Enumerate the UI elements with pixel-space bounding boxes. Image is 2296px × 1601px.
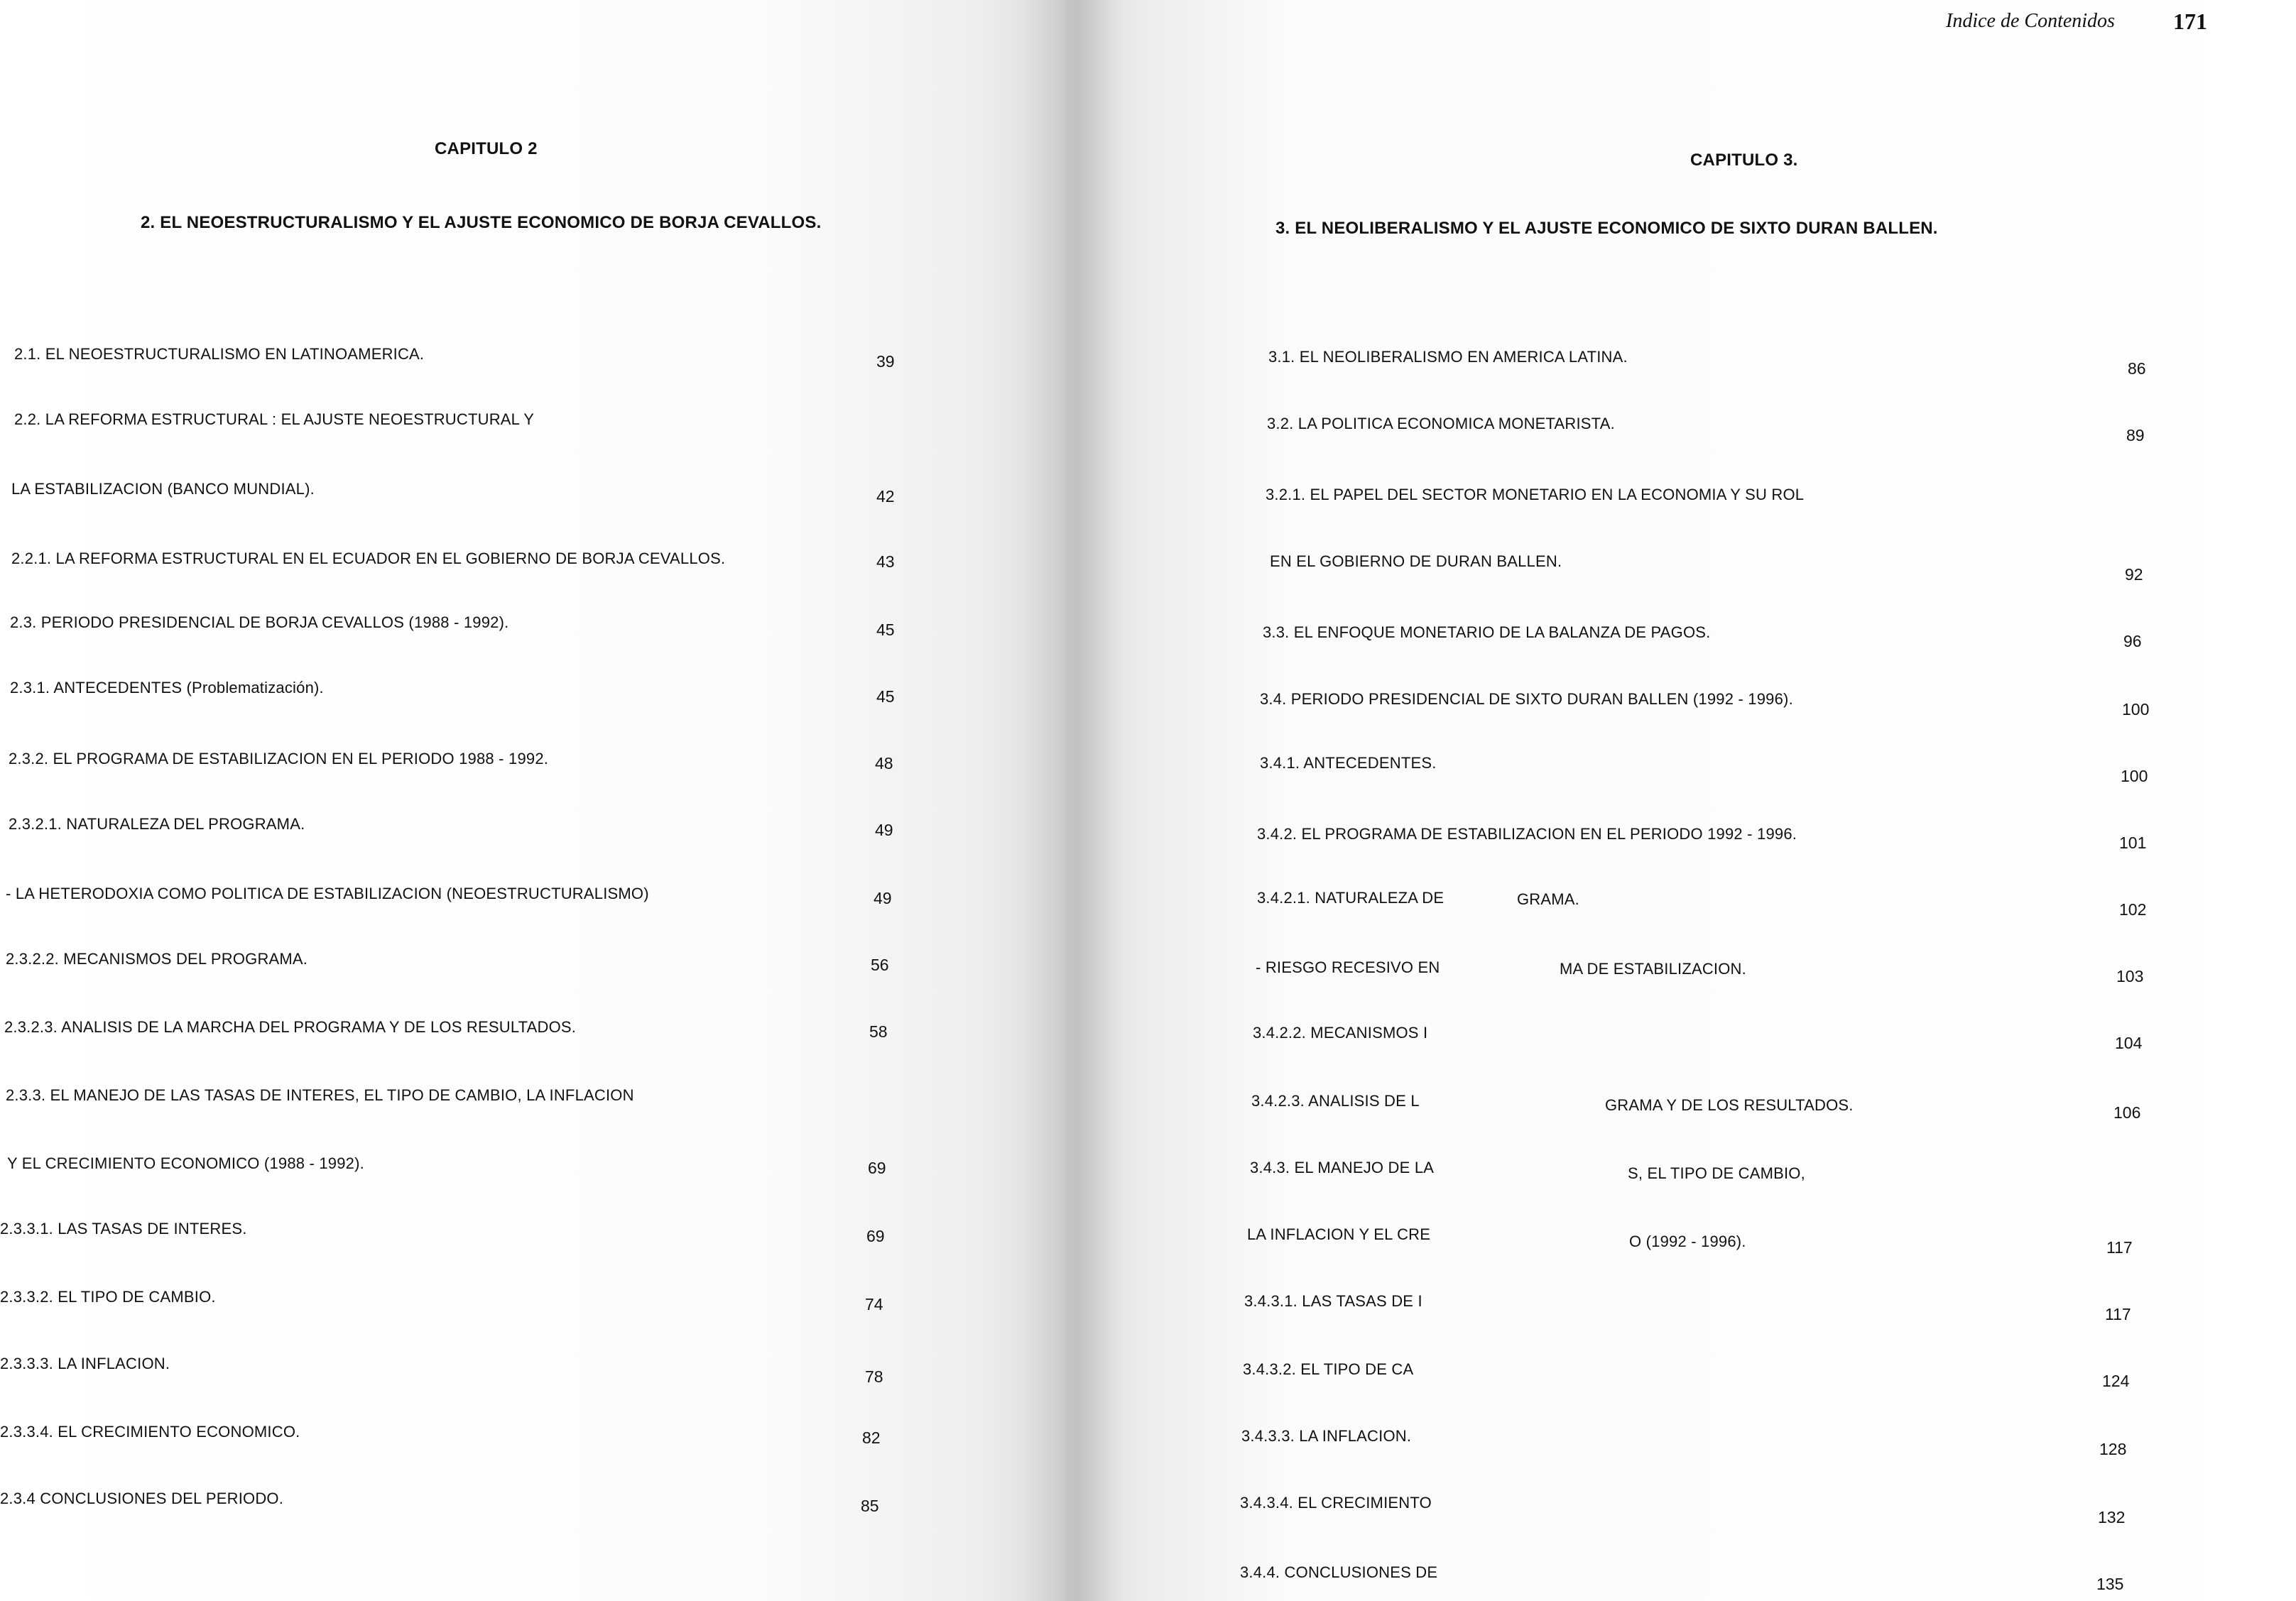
toc-entry-text: 2.3.3.4. EL CRECIMIENTO ECONOMICO. [0, 1423, 300, 1441]
toc-entry-text: 2.3.2.1. NATURALEZA DEL PROGRAMA. [9, 815, 305, 833]
toc-page-number: 78 [865, 1367, 883, 1386]
toc-entry-text: 3.4.3.4. EL CRECIMIENTO [1240, 1494, 1432, 1512]
toc-entry-text: 3.4.3.1. LAS TASAS DE I [1244, 1292, 1422, 1310]
toc-page-number: 45 [876, 621, 895, 639]
toc-entry-text: 3.3. EL ENFOQUE MONETARIO DE LA BALANZA DE PAGOS. [1263, 623, 1711, 641]
toc-entry-text: 2.3.2.3. ANALISIS DE LA MARCHA DEL PROGRAMA Y DE LOS RESULTADOS. [4, 1018, 577, 1036]
toc-entry-text: 3.4. PERIODO PRESIDENCIAL DE SIXTO DURAN BALLEN (1992 - 1996). [1260, 690, 1793, 708]
toc-entry-text: 3.4.3.2. EL TIPO DE CA [1243, 1360, 1414, 1378]
chapter-title: 3. EL NEOLIBERALISMO Y EL AJUSTE ECONOMICO DE SIXTO DURAN BALLEN. [1275, 219, 1938, 238]
toc-entry-text: 3.4.2. EL PROGRAMA DE ESTABILIZACION EN EL PERIODO 1992 - 1996. [1257, 825, 1797, 843]
toc-page-number: 45 [876, 687, 895, 706]
toc-entry-text: LA ESTABILIZACION (BANCO MUNDIAL). [11, 480, 315, 498]
toc-page-number: 104 [2115, 1034, 2143, 1052]
page-number: 171 [2173, 9, 2207, 34]
chapter-title: 2. EL NEOESTRUCTURALISMO Y EL AJUSTE ECONOMICO DE BORJA CEVALLOS. [141, 213, 822, 232]
toc-entry-text: 3.4.2.3. ANALISIS DE L [1251, 1092, 1420, 1110]
toc-entry-text: 2.3. PERIODO PRESIDENCIAL DE BORJA CEVALLOS (1988 - 1992). [10, 613, 509, 631]
running-header-title: Indice de Contenidos [1946, 10, 2115, 32]
toc-entry-text: Y EL CRECIMIENTO ECONOMICO (1988 - 1992). [7, 1154, 364, 1172]
toc-entry-text-fragment: GRAMA Y DE LOS RESULTADOS. [1605, 1096, 1854, 1114]
toc-entry-text: 2.1. EL NEOESTRUCTURALISMO EN LATINOAMERICA. [14, 345, 425, 363]
toc-entry-text-fragment: GRAMA. [1517, 890, 1579, 908]
toc-page-number: 103 [2116, 967, 2144, 985]
toc-entry-text: 3.2. LA POLITICA ECONOMICA MONETARISTA. [1267, 415, 1615, 432]
toc-page-number: 42 [876, 487, 895, 506]
toc-entry-text: 3.4.1. ANTECEDENTES. [1260, 754, 1437, 772]
toc-page-number: 117 [2106, 1238, 2133, 1257]
toc-entry-text: LA INFLACION Y EL CRE [1247, 1225, 1431, 1243]
toc-page-number: 96 [2123, 632, 2142, 650]
toc-page-number: 100 [2121, 767, 2148, 785]
toc-page-number: 124 [2102, 1372, 2130, 1390]
toc-page-number: 117 [2105, 1305, 2131, 1323]
toc-page-number: 49 [875, 821, 893, 839]
toc-page-number: 92 [2125, 565, 2143, 584]
toc-entry-text: - LA HETERODOXIA COMO POLITICA DE ESTABILIZACION (NEOESTRUCTURALISMO) [6, 885, 649, 902]
toc-page-number: 49 [874, 889, 892, 907]
toc-page-number: 39 [876, 352, 895, 371]
toc-page-number: 58 [869, 1022, 888, 1041]
toc-entry-text: 3.1. EL NEOLIBERALISMO EN AMERICA LATINA. [1268, 348, 1628, 366]
toc-entry-text: 2.3.3. EL MANEJO DE LAS TASAS DE INTERES, EL TIPO DE CAMBIO, LA INFLACION [6, 1086, 634, 1104]
chapter-heading: CAPITULO 3. [1690, 151, 1798, 170]
toc-page-number: 48 [875, 754, 893, 772]
toc-entry-text-fragment: S, EL TIPO DE CAMBIO, [1628, 1164, 1805, 1182]
toc-entry-text-fragment: O (1992 - 1996). [1629, 1233, 1746, 1250]
toc-page-number: 82 [862, 1428, 881, 1447]
toc-entry-text-fragment: MA DE ESTABILIZACION. [1560, 960, 1746, 978]
toc-page-number: 101 [2119, 834, 2147, 852]
toc-entry-text: 3.4.4. CONCLUSIONES DE [1240, 1563, 1438, 1581]
toc-page-number: 102 [2119, 900, 2147, 919]
chapter-heading: CAPITULO 2 [435, 139, 538, 158]
toc-page-number: 86 [2128, 359, 2146, 378]
toc-entry-text: 2.3.2.2. MECANISMOS DEL PROGRAMA. [6, 950, 308, 968]
toc-page-number: 100 [2122, 700, 2150, 718]
toc-page-number: 132 [2098, 1508, 2126, 1526]
toc-page-number: 85 [861, 1497, 879, 1515]
toc-entry-text: 3.4.2.2. MECANISMOS I [1253, 1024, 1428, 1042]
toc-page-number: 89 [2126, 426, 2145, 444]
toc-entry-text: 2.3.4 CONCLUSIONES DEL PERIODO. [0, 1490, 284, 1507]
toc-entry-text: 3.4.2.1. NATURALEZA DE [1257, 889, 1444, 907]
toc-page-number: 69 [866, 1227, 885, 1245]
toc-page-number: 74 [865, 1295, 883, 1313]
toc-entry-text: 2.3.3.2. EL TIPO DE CAMBIO. [0, 1288, 216, 1306]
toc-entry-text: 3.2.1. EL PAPEL DEL SECTOR MONETARIO EN LA ECONOMIA Y SU ROL [1266, 486, 1805, 503]
toc-page-number: 128 [2099, 1440, 2127, 1458]
toc-page-number: 56 [871, 956, 889, 974]
toc-entry-text: 2.2. LA REFORMA ESTRUCTURAL : EL AJUSTE NEOESTRUCTURAL Y [14, 410, 535, 428]
toc-page-number: 135 [2096, 1575, 2124, 1593]
toc-entry-text: EN EL GOBIERNO DE DURAN BALLEN. [1270, 552, 1562, 570]
toc-entry-text: 3.4.3.3. LA INFLACION. [1241, 1427, 1412, 1445]
toc-page-number: 69 [868, 1159, 886, 1177]
toc-entry-text: 2.3.1. ANTECEDENTES (Problematización). [10, 679, 324, 696]
toc-page-number: 106 [2113, 1103, 2141, 1122]
toc-entry-text: 2.3.2. EL PROGRAMA DE ESTABILIZACION EN EL PERIODO 1988 - 1992. [9, 750, 549, 767]
toc-entry-text: 3.4.3. EL MANEJO DE LA [1250, 1159, 1435, 1176]
toc-page-number: 43 [876, 552, 895, 571]
toc-entry-text: 2.2.1. LA REFORMA ESTRUCTURAL EN EL ECUADOR EN EL GOBIERNO DE BORJA CEVALLOS. [11, 550, 726, 567]
toc-entry-text: - RIESGO RECESIVO EN [1256, 958, 1440, 976]
toc-entry-text: 2.3.3.1. LAS TASAS DE INTERES. [0, 1220, 247, 1237]
toc-entry-text: 2.3.3.3. LA INFLACION. [0, 1355, 170, 1372]
